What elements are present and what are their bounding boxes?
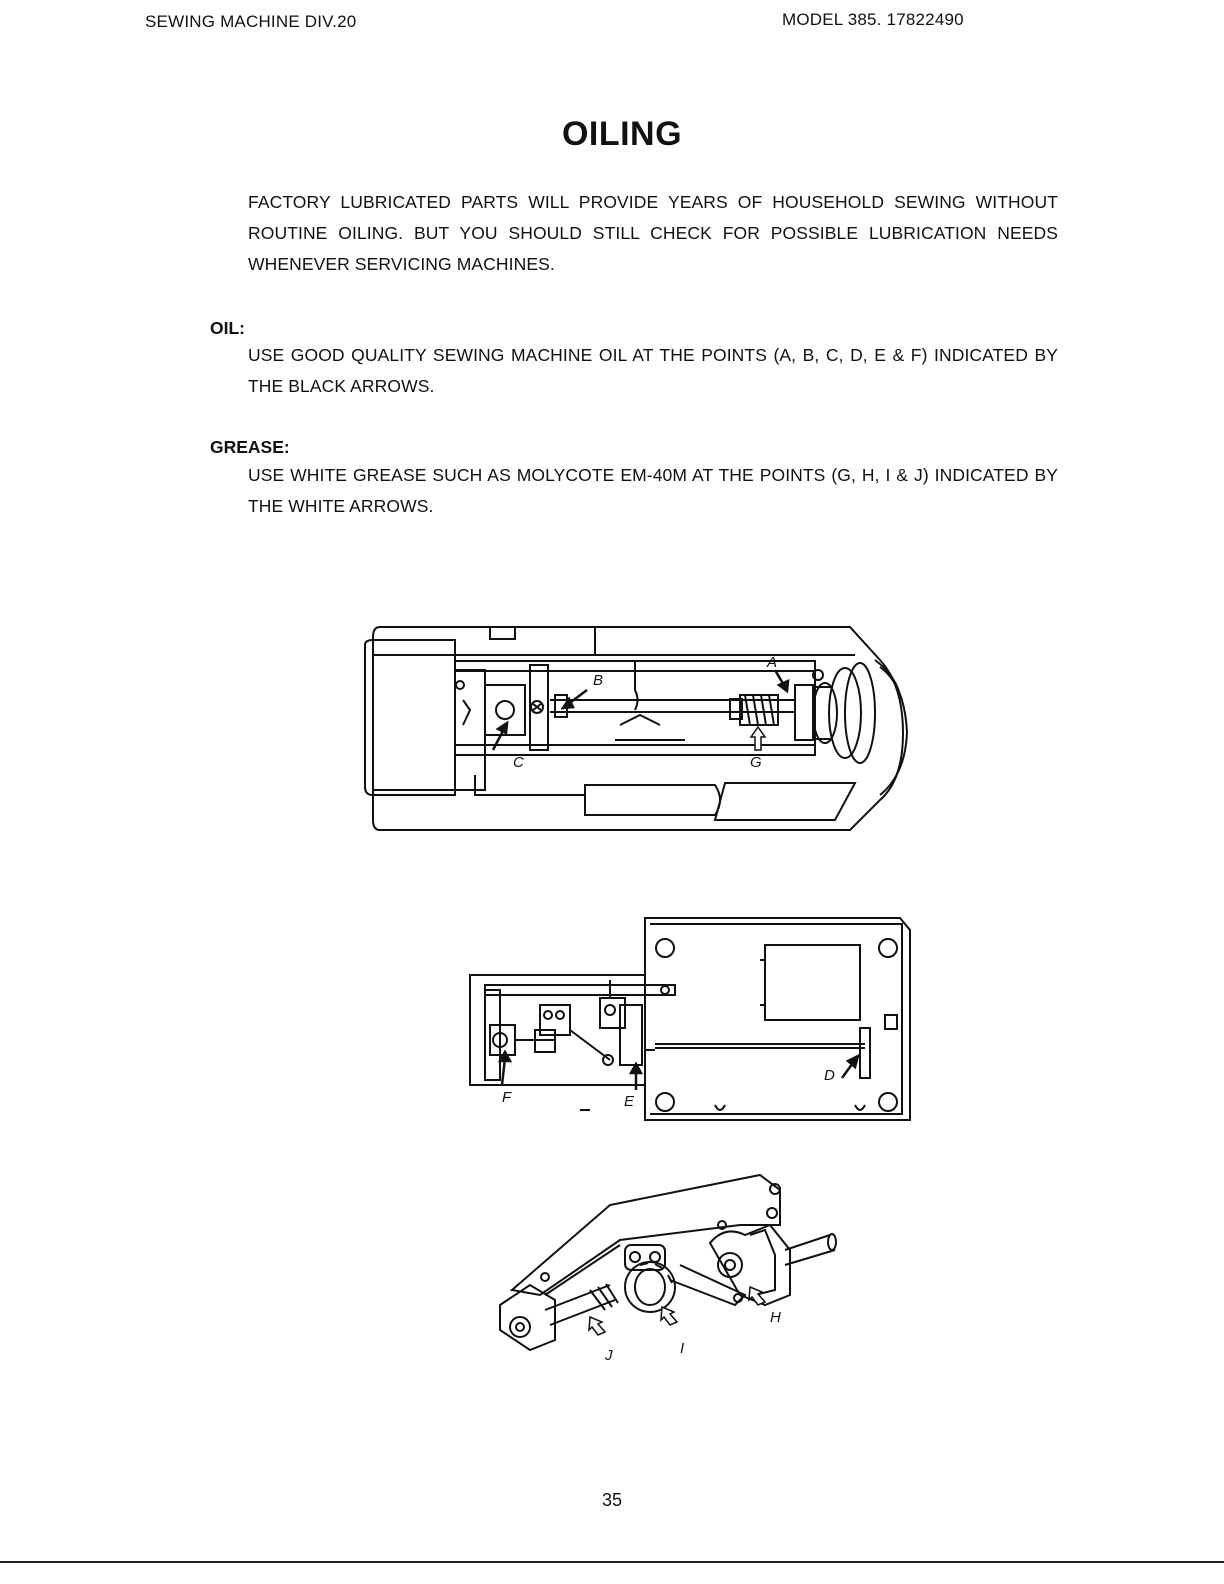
intro-paragraph: FACTORY LUBRICATED PARTS WILL PROVIDE YEARS OF HOUSEHOLD SEWING WITHOUT ROUTINE OILING. BUT YOU SHOULD STILL CHECK FOR POSSIBLE LUBRICATION NEEDS WHENEVER SERVICING MACHINES. (248, 192, 1058, 274)
label-f: F (502, 1089, 512, 1106)
page-number: 35 (601, 1490, 623, 1510)
grease-heading: GREASE: (210, 437, 290, 457)
label-i: I (680, 1340, 685, 1357)
label-h: H (770, 1309, 781, 1326)
oil-heading: OIL: (210, 318, 245, 338)
header-division: SEWING MACHINE DIV.20 (145, 12, 357, 31)
label-g: G (750, 754, 762, 771)
label-b: B (593, 672, 604, 689)
machine-top-view-diagram (355, 615, 915, 840)
oil-paragraph: USE GOOD QUALITY SEWING MACHINE OIL AT THE POINTS (A, B, C, D, E & F) INDICATED BY THE BLACK ARROWS. (248, 345, 1058, 396)
page-title: OILING (561, 115, 683, 153)
machine-bottom-view-diagram (460, 910, 930, 1130)
label-a: A (767, 654, 778, 671)
header-model: MODEL 385. 17822490 (782, 10, 964, 29)
bottom-rule (0, 1561, 1224, 1563)
feed-mechanism-diagram (490, 1165, 850, 1365)
label-c: C (513, 754, 524, 771)
grease-paragraph: USE WHITE GREASE SUCH AS MOLYCOTE EM-40M AT THE POINTS (G, H, I & J) INDICATED BY THE WHITE ARROWS. (248, 465, 1058, 516)
label-j: J (605, 1347, 613, 1364)
label-e: E (624, 1093, 635, 1110)
label-d: D (824, 1067, 835, 1084)
